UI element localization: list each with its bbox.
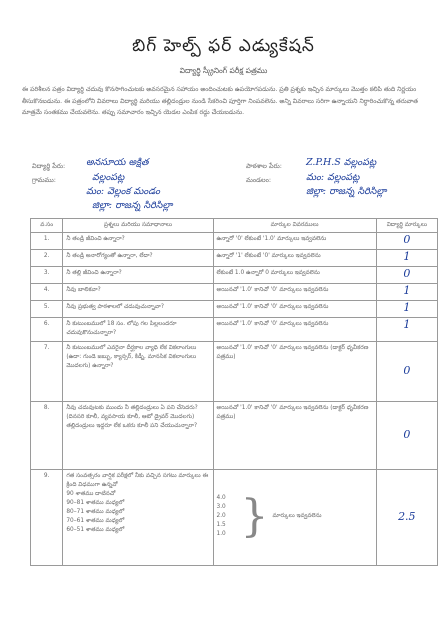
row-number: 9. — [31, 470, 63, 566]
question-text: నీ తండ్రి జీవించి ఉన్నారా? — [63, 233, 213, 250]
grade-band: 70–61 శాతము మధ్యలో — [66, 518, 125, 524]
school-name-value: Z.P.H.S వల్లంపట్ల — [306, 157, 377, 168]
student-score: 0 — [403, 267, 411, 280]
row-number: 4. — [31, 284, 63, 301]
row-number: 2. — [31, 250, 63, 267]
marks-rule: అయినచో '1.0' కానిచో '0' మార్కులు ఇవ్వవలెను (డాక్టర్ ధృవీకరణ పత్రము) — [213, 342, 376, 402]
question-text — [63, 470, 213, 566]
marks-rule: ఉన్నారో '0' లేకుంటే '1.0' మార్కులు ఇవ్వవలెను — [213, 233, 376, 250]
row-number: 6. — [31, 318, 63, 342]
grade-band: 80–71 శాతము మధ్యలో — [66, 509, 125, 515]
marks-rule: లేకుంటే 1.0 ఉన్నారో 0 మార్కులు ఇవ్వవలెను — [213, 267, 376, 284]
table-row — [31, 301, 438, 318]
screening-table — [30, 218, 438, 566]
address-value: మం: వెల్లంక మండం — [86, 186, 160, 197]
row-number: 8. — [31, 402, 63, 470]
question-text-line: గత సంవత్సరం వార్షిక పరీక్షలో నీకు వచ్చిన సగటు మార్కులు ఈ క్రింది విధముగా ఉన్నవో — [66, 473, 209, 488]
district-value-2: జిల్లా: రాజన్న సిరిసిల్లా — [92, 200, 173, 211]
student-score: 0 — [403, 233, 411, 246]
student-score: 1 — [403, 301, 411, 314]
table-row — [31, 267, 438, 284]
student-score: 1 — [403, 284, 411, 297]
question-text: నీ తల్లి జీవించి ఉన్నారా? — [63, 267, 213, 284]
village-label: గ్రామము: — [32, 176, 56, 184]
student-score: 2.5 — [398, 509, 416, 523]
question-text: నీవు ప్రభుత్వ పాఠశాలలో చదువుచున్నావా? — [63, 301, 213, 318]
grade-mark: 1.0 — [216, 531, 226, 537]
question-text: నీ తండ్రి అనారోగ్యంతో ఉన్నారా, లేదా? — [63, 250, 213, 267]
school-name-label: పాఠశాల పేరు: — [246, 162, 282, 170]
grade-band: 90 శాతము దాటినచో — [66, 491, 116, 497]
marks-rule: ఉన్నారో '1' లేకుంటే '0' మార్కులు ఇవ్వవలెను — [213, 250, 376, 267]
grade-mark: 4.0 — [216, 495, 226, 501]
table-row — [31, 470, 438, 566]
row-number: 3. — [31, 267, 63, 284]
question-text: నీవు చదువుటకు ముందు నీ తల్లిదండ్రులు ఏ పని చేసెదరు? (దినసరి కూలీ, వ్యవసాయ కూలీ, ఆటో డ్రైవర్ మొదలగు) తల్లిదండ్రులు ఇద్దరూ లేక ఒకరు కూలీ పని చేయుచున్నారా? — [63, 402, 213, 470]
document-subtitle: విద్యార్థి స్క్రీనింగ్ పరీక్ష పత్రము — [179, 66, 268, 75]
question-text: నీ కుటుంబములో ఎవరైనా దీర్ఘకాల వ్యాధి లేక వికలాంగులు (ఉదా: గుండె జబ్బు, క్యాన్సర్, కిడ్నీ, మానసిక వికలాంగులు మొదలగు) ఉన్నారా? — [63, 342, 213, 402]
table-header-row — [31, 219, 438, 233]
column-header: విద్యార్థి మార్కులు — [376, 219, 437, 233]
document-title: బిగ్ హెల్ప్ ఫర్ ఎడ్యుకేషన్ — [132, 36, 315, 56]
student-score: 1 — [403, 318, 411, 331]
row-number: 7. — [31, 342, 63, 402]
marks-rule — [213, 470, 376, 566]
student-score: 0 — [403, 363, 411, 377]
table-row — [31, 342, 438, 402]
marks-rule: అయినచో '1.0' కానిచో '0' మార్కులు ఇవ్వవలెను — [213, 301, 376, 318]
column-header: మార్కుల వివరములు — [213, 219, 376, 233]
marks-rule-text: మార్కులు ఇవ్వవలెను — [272, 513, 322, 519]
mandal-label: మండలం: — [246, 176, 272, 184]
table-row — [31, 402, 438, 470]
student-score: 1 — [403, 250, 411, 263]
question-text: నీవు బాలికవా? — [63, 284, 213, 301]
table-row — [31, 250, 438, 267]
marks-rule: అయినచో '1.0' కానిచో '0' మార్కులు ఇవ్వవలెను — [213, 284, 376, 301]
column-header: ప్రశ్నలు మరియు సమాధానాలు — [63, 219, 213, 233]
table-row — [31, 233, 438, 250]
student-name-label: విద్యార్థి పేరు: — [32, 162, 66, 170]
student-score: 0 — [403, 427, 411, 441]
grade-band: 90–81 శాతము మధ్యలో — [66, 500, 125, 506]
row-number: 5. — [31, 301, 63, 318]
district-value: జిల్లా: రాజన్న సిరిసిల్లా — [306, 186, 387, 197]
village-value: వల్లంపట్ల — [92, 172, 125, 183]
grade-band: 60–51 శాతము మధ్యలో — [66, 527, 125, 533]
mandal-value: మం: వల్లంపట్ల — [306, 172, 360, 183]
grade-mark: 2.0 — [216, 513, 226, 519]
column-header: వ.సం — [31, 219, 63, 233]
curly-brace-icon: } — [240, 490, 269, 542]
intro-paragraph: ఈ పరిశీలన పత్రం విద్యార్థి చదువు కొనసాగించుటకు అవసరమైన సహాయం అందించుటకు ఉపయోగపడును. ప్రతి ప్రశ్నకు ఇచ్చిన మార్కులు మొత్తం కలిపి తుది నిర్ణయం తీసుకొనబడును. ఈ పత్రంలోని వివరాలు విద్యార్థి మరియు తల్లిదండ్రుల నుండి సేకరించి పూర్తిగా నింపవలెను. అన్ని వివరాలు సరిగా ఉన్నాయని నిర్ధారించుకొన్న తరువాత మాత్రమే సంతకము చేయవలెను. తప్పు సమాచారం ఇచ్చిన యెడల ఎంపిక రద్దు చేయబడును. — [22, 86, 418, 116]
grade-mark: 3.0 — [216, 504, 226, 510]
question-text: నీ కుటుంబములో 18 సం. లోపు గల పిల్లలందరూ చదువుకొనుచున్నారా? — [63, 318, 213, 342]
table-row — [31, 318, 438, 342]
grade-mark: 1.5 — [216, 522, 226, 528]
marks-rule: అయినచో '1.0' కానిచో '0' మార్కులు ఇవ్వవలెను (డాక్టర్ ధృవీకరణ పత్రము) — [213, 402, 376, 470]
row-number: 1. — [31, 233, 63, 250]
marks-rule: అయినచో '1.0' కానిచో '0' మార్కులు ఇవ్వవలెను — [213, 318, 376, 342]
student-name-value: అనసూయ అక్షిత — [86, 157, 149, 168]
table-row — [31, 284, 438, 301]
